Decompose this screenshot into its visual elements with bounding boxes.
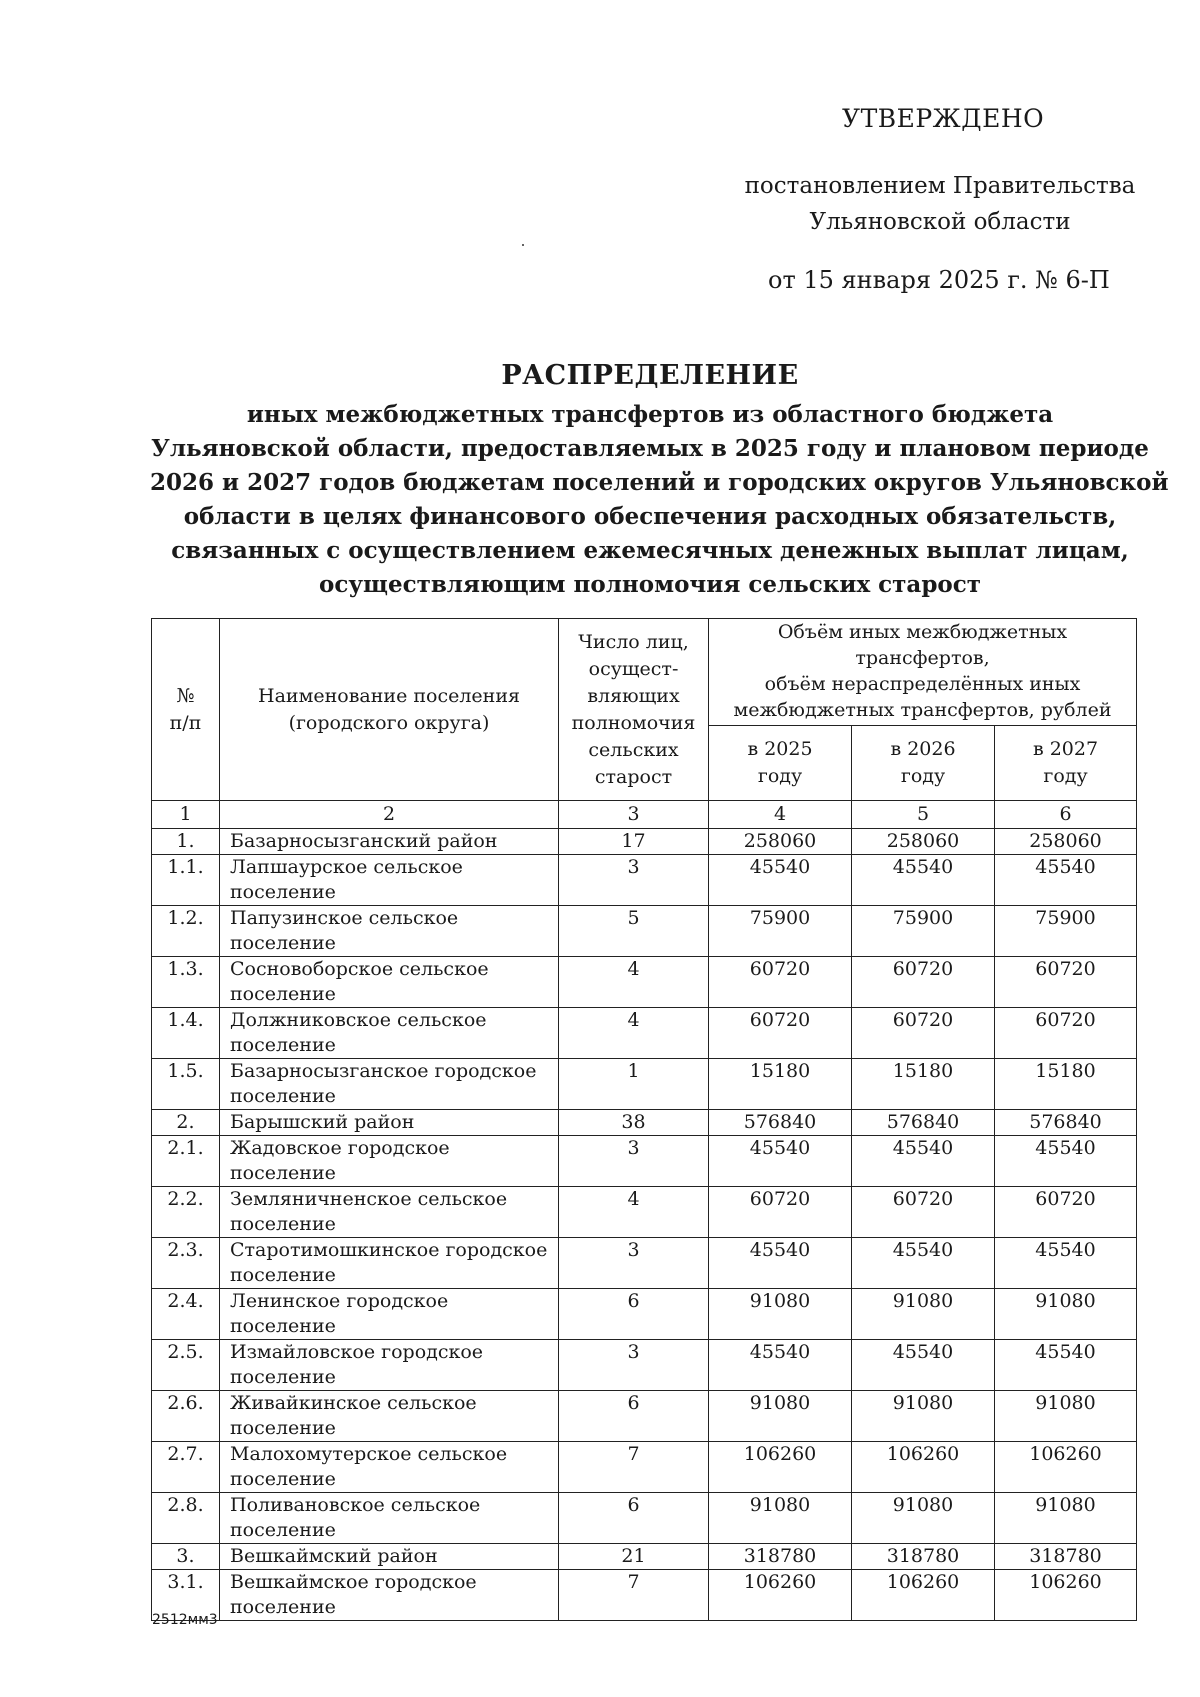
row-name-line: поселение <box>230 1417 336 1439</box>
table-row <box>152 1110 1137 1136</box>
header-volume: Объём иных межбюджетных трансфертов, объём нераспределённых иных межбюджетных трансфертов, рублей <box>709 619 1137 726</box>
row-name-line: Жадовское городское <box>230 1137 450 1159</box>
row-name <box>220 1187 559 1238</box>
table-row <box>152 1570 1137 1621</box>
table-row <box>152 1442 1137 1493</box>
row-value-2026: 318780 <box>852 1544 995 1570</box>
row-name-line: Земляничненское сельское <box>230 1188 508 1210</box>
table-body <box>152 829 1137 1621</box>
row-value-2025: 45540 <box>709 855 852 906</box>
row-value-2026: 15180 <box>852 1059 995 1110</box>
decree-line-2: Ульяновской области <box>809 209 1071 235</box>
row-value-2025: 106260 <box>709 1442 852 1493</box>
row-name-line: поселение <box>230 983 336 1005</box>
document-title: РАСПРЕДЕЛЕНИЕ <box>501 360 799 391</box>
row-value-2026: 45540 <box>852 1238 995 1289</box>
row-number: 2.3. <box>152 1238 220 1289</box>
row-value-2025: 60720 <box>709 1187 852 1238</box>
row-number: 2.2. <box>152 1187 220 1238</box>
row-value-2027: 60720 <box>995 1187 1137 1238</box>
row-count: 21 <box>559 1544 709 1570</box>
row-value-2025: 91080 <box>709 1493 852 1544</box>
row-name <box>220 1289 559 1340</box>
table-row <box>152 1136 1137 1187</box>
subtitle-line: Ульяновской области, предоставляемых в 2025 году и плановом периоде <box>151 435 1149 462</box>
header-year-2025: в 2025 году <box>709 726 852 801</box>
table-row <box>152 855 1137 906</box>
decree-line-1: постановлением Правительства <box>744 173 1136 199</box>
row-value-2025: 45540 <box>709 1238 852 1289</box>
table-row <box>152 1391 1137 1442</box>
row-name-line: поселение <box>230 1085 336 1107</box>
row-value-2026: 91080 <box>852 1493 995 1544</box>
row-name-line: поселение <box>230 1264 336 1286</box>
row-number: 2.6. <box>152 1391 220 1442</box>
header-name: Наименование поселения (городского округа) <box>220 619 559 801</box>
row-count: 3 <box>559 1238 709 1289</box>
row-name-line: Папузинское сельское <box>230 907 459 929</box>
row-name-line: Измайловское городское <box>230 1341 484 1363</box>
row-count: 4 <box>559 957 709 1008</box>
row-value-2027: 15180 <box>995 1059 1137 1110</box>
row-name <box>220 957 559 1008</box>
column-index: 3 <box>559 801 709 829</box>
row-name <box>220 906 559 957</box>
row-name-line: Живайкинское сельское <box>230 1392 477 1414</box>
row-value-2025: 576840 <box>709 1110 852 1136</box>
subtitle-line: связанных с осуществлением ежемесячных денежных выплат лицам, <box>171 537 1129 564</box>
subtitle-line: иных межбюджетных трансфертов из областного бюджета <box>246 401 1054 428</box>
row-number: 1. <box>152 829 220 855</box>
row-name <box>220 1110 559 1136</box>
column-index-row <box>152 801 1137 829</box>
row-value-2026: 45540 <box>852 855 995 906</box>
row-value-2027: 45540 <box>995 1136 1137 1187</box>
row-name-line: поселение <box>230 1213 336 1235</box>
row-name-line: поселение <box>230 1034 336 1056</box>
row-number: 2.5. <box>152 1340 220 1391</box>
row-value-2025: 75900 <box>709 906 852 957</box>
row-name <box>220 1544 559 1570</box>
row-name-line: Вешкаймское городское <box>230 1571 477 1593</box>
row-number: 1.4. <box>152 1008 220 1059</box>
table-row <box>152 906 1137 957</box>
document-subtitle <box>150 398 1169 602</box>
row-value-2027: 91080 <box>995 1391 1137 1442</box>
row-value-2026: 60720 <box>852 957 995 1008</box>
table-row <box>152 1544 1137 1570</box>
header-year-2026: в 2026 году <box>852 726 995 801</box>
row-count: 3 <box>559 1340 709 1391</box>
row-value-2027: 60720 <box>995 1008 1137 1059</box>
row-count: 6 <box>559 1391 709 1442</box>
row-count: 6 <box>559 1493 709 1544</box>
row-value-2027: 106260 <box>995 1570 1137 1621</box>
row-name <box>220 829 559 855</box>
row-name-line: Ленинское городское <box>230 1290 449 1312</box>
table-row <box>152 829 1137 855</box>
row-number: 1.1. <box>152 855 220 906</box>
row-number: 2. <box>152 1110 220 1136</box>
row-value-2026: 576840 <box>852 1110 995 1136</box>
row-name-line: поселение <box>230 881 336 903</box>
row-count: 38 <box>559 1110 709 1136</box>
row-name-line: Должниковское сельское <box>230 1009 487 1031</box>
row-number: 3.1. <box>152 1570 220 1621</box>
row-name-line: Базарносызганский район <box>230 830 498 852</box>
row-count: 17 <box>559 829 709 855</box>
row-value-2027: 258060 <box>995 829 1137 855</box>
row-number: 2.4. <box>152 1289 220 1340</box>
row-name-line: поселение <box>230 1366 336 1388</box>
row-number: 1.5. <box>152 1059 220 1110</box>
row-count: 7 <box>559 1442 709 1493</box>
column-index: 2 <box>220 801 559 829</box>
row-name-line: Поливановское сельское <box>230 1494 481 1516</box>
row-name <box>220 1059 559 1110</box>
row-value-2026: 45540 <box>852 1340 995 1391</box>
row-value-2025: 91080 <box>709 1289 852 1340</box>
row-value-2025: 258060 <box>709 829 852 855</box>
table-row <box>152 1008 1137 1059</box>
row-name <box>220 1340 559 1391</box>
row-value-2027: 318780 <box>995 1544 1137 1570</box>
row-number: 1.3. <box>152 957 220 1008</box>
header-year-2027: в 2027 году <box>995 726 1137 801</box>
column-index: 1 <box>152 801 220 829</box>
approved-stamp: УТВЕРЖДЕНО <box>842 104 1045 133</box>
row-value-2026: 60720 <box>852 1187 995 1238</box>
scan-speck <box>522 244 524 246</box>
header-row <box>152 619 1137 726</box>
row-value-2026: 106260 <box>852 1442 995 1493</box>
row-count: 7 <box>559 1570 709 1621</box>
decree-reference <box>730 168 1150 240</box>
table-row <box>152 1187 1137 1238</box>
subtitle-line: 2026 и 2027 годов бюджетам поселений и городских округов Ульяновской <box>150 469 1169 496</box>
subtitle-line: области в целях финансового обеспечения расходных обязательств, <box>183 503 1117 530</box>
row-name-line: Базарносызганское городское <box>230 1060 537 1082</box>
row-number: 2.1. <box>152 1136 220 1187</box>
row-value-2026: 91080 <box>852 1391 995 1442</box>
row-value-2025: 60720 <box>709 957 852 1008</box>
table-row <box>152 957 1137 1008</box>
row-name-line: Вешкаймский район <box>230 1545 438 1567</box>
distribution-table-wrap <box>151 618 1136 1621</box>
row-number: 2.7. <box>152 1442 220 1493</box>
row-name <box>220 1008 559 1059</box>
header-count: Число лиц, осущест- вляющих полномочия сельских старост <box>559 619 709 801</box>
row-name-line: поселение <box>230 1162 336 1184</box>
row-name <box>220 1493 559 1544</box>
row-value-2027: 75900 <box>995 906 1137 957</box>
row-count: 3 <box>559 855 709 906</box>
row-value-2026: 106260 <box>852 1570 995 1621</box>
table-row <box>152 1493 1137 1544</box>
distribution-table <box>151 618 1137 1621</box>
row-value-2026: 45540 <box>852 1136 995 1187</box>
decree-date: от 15 января 2025 г. № 6-П <box>768 266 1110 294</box>
row-name-line: поселение <box>230 1468 336 1490</box>
row-value-2025: 318780 <box>709 1544 852 1570</box>
row-value-2027: 45540 <box>995 1340 1137 1391</box>
row-value-2027: 91080 <box>995 1493 1137 1544</box>
row-value-2027: 576840 <box>995 1110 1137 1136</box>
row-name-line: Лапшаурское сельское <box>230 856 463 878</box>
column-index: 4 <box>709 801 852 829</box>
row-number: 3. <box>152 1544 220 1570</box>
column-index: 5 <box>852 801 995 829</box>
header-num: № п/п <box>152 619 220 801</box>
row-name-line: Малохомутерское сельское <box>230 1443 508 1465</box>
row-name <box>220 855 559 906</box>
row-value-2025: 45540 <box>709 1340 852 1391</box>
table-row <box>152 1340 1137 1391</box>
row-count: 4 <box>559 1008 709 1059</box>
row-name-line: Барышский район <box>230 1111 415 1133</box>
footer-code: 2512мм3 <box>152 1612 218 1628</box>
row-name <box>220 1570 559 1621</box>
row-name <box>220 1136 559 1187</box>
table-row <box>152 1059 1137 1110</box>
row-number: 1.2. <box>152 906 220 957</box>
row-count: 3 <box>559 1136 709 1187</box>
row-value-2026: 91080 <box>852 1289 995 1340</box>
row-count: 5 <box>559 906 709 957</box>
row-value-2025: 106260 <box>709 1570 852 1621</box>
row-number: 2.8. <box>152 1493 220 1544</box>
row-name-line: поселение <box>230 1315 336 1337</box>
row-value-2025: 15180 <box>709 1059 852 1110</box>
row-value-2025: 45540 <box>709 1136 852 1187</box>
row-value-2027: 91080 <box>995 1289 1137 1340</box>
row-name <box>220 1442 559 1493</box>
row-name-line: поселение <box>230 932 336 954</box>
row-value-2027: 45540 <box>995 855 1137 906</box>
row-value-2027: 106260 <box>995 1442 1137 1493</box>
row-count: 4 <box>559 1187 709 1238</box>
row-count: 6 <box>559 1289 709 1340</box>
table-row <box>152 1238 1137 1289</box>
subtitle-line: осуществляющим полномочия сельских старост <box>318 571 982 598</box>
row-value-2027: 45540 <box>995 1238 1137 1289</box>
column-index: 6 <box>995 801 1137 829</box>
row-name <box>220 1391 559 1442</box>
row-name <box>220 1238 559 1289</box>
row-name-line: Старотимошкинское городское <box>230 1239 548 1261</box>
row-value-2027: 60720 <box>995 957 1137 1008</box>
row-value-2025: 60720 <box>709 1008 852 1059</box>
row-name-line: поселение <box>230 1519 336 1541</box>
row-count: 1 <box>559 1059 709 1110</box>
row-name-line: Сосновоборское сельское <box>230 958 489 980</box>
row-value-2026: 258060 <box>852 829 995 855</box>
row-name-line: поселение <box>230 1596 336 1618</box>
row-value-2026: 75900 <box>852 906 995 957</box>
row-value-2025: 91080 <box>709 1391 852 1442</box>
table-row <box>152 1289 1137 1340</box>
row-value-2026: 60720 <box>852 1008 995 1059</box>
